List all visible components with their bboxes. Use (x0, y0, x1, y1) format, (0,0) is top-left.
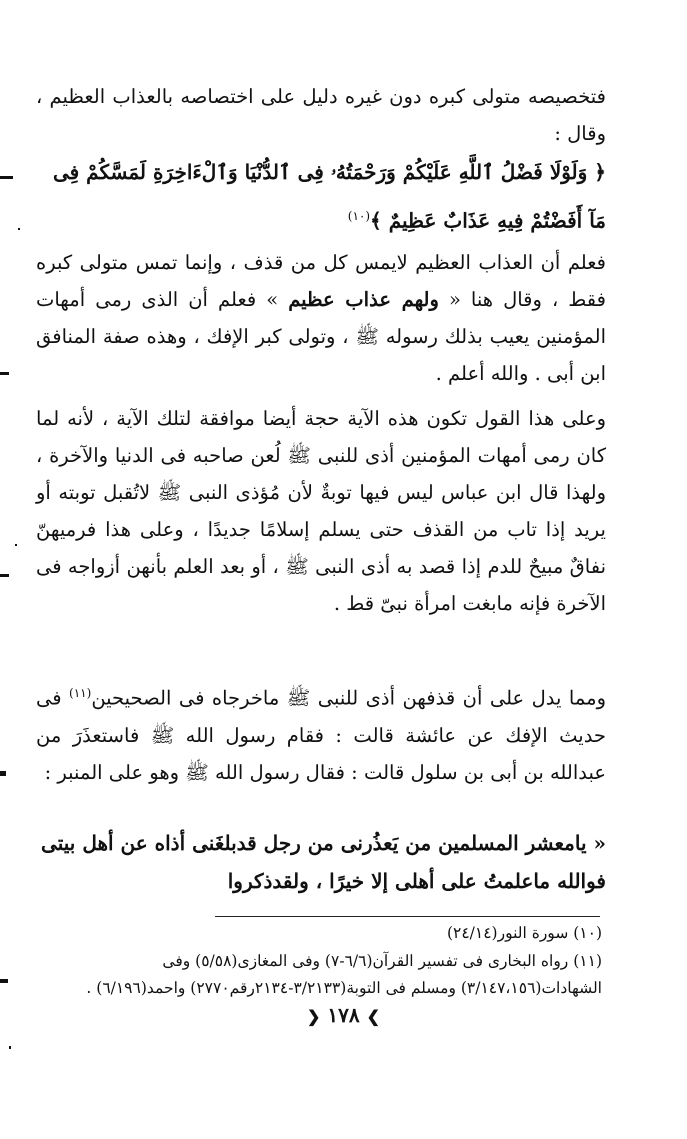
paragraph-2 (36, 244, 606, 392)
paragraph-3-text: وعلى هذا القول تكون هذه الآية حجة أيضا موافقة لتلك الآية ، لأنه لما كان رمى أمهات المؤمنين أذى للنبى ﷺ لُعن صاحبه فى الدنيا والآخرة ، ولهذا قال ابن عباس ليس فيها توبةٌ لأن مُؤذى النبى ﷺ لاتُقبل توبته أو يريد إذا تاب من القذف حتى يسلم إسلامًا جديدًا ، وعلى هذا فرميهنّ نفاقٌ مبيحٌ للدم إذا قصد به أذى النبى ﷺ ، أو بعد العلم بأنهن أزواجه فى الآخرة فإنه مابغت امرأة نبىّ قط . (36, 407, 606, 615)
paragraph-4-footnote-ref: (١١) (69, 686, 92, 700)
scan-mark (15, 544, 17, 546)
paragraph-1 (36, 78, 606, 152)
footnote-separator (215, 916, 600, 917)
page-number (0, 1003, 687, 1027)
hadith-quote-text: « يامعشر المسلمين من يَعذُرنى من رجل قدبلغَنى أذاه عن أهل بيتى فوالله ماعلمتُ على أهلى إلا خيرًا ، ولقدذكروا (41, 831, 606, 893)
paragraph-1-text: فتخصيصه متولى كبره دون غيره دليل على اختصاصه بالعذاب العظيم ، وقال : (36, 85, 606, 145)
scan-mark (0, 574, 9, 577)
page-number-ornament-left-icon: ❮ (307, 1007, 321, 1026)
paragraph-4-part-a: ومما يدل على أن قذفهن أذى للنبى ﷺ ماخرجاه فى الصحيحين (91, 686, 606, 710)
footnote-11-text: (١١) رواه البخارى فى تفسير القرآن(٦/٦-٧) وفى المغازى(٥/٥٨) وفى الشهادات(٣/١٤٧،١٥٦) ومسلم فى التوبة(٣/٢١٣٣-٢١٣٤رقم٢٧٧٠) واحمد(٦/١٩٦) . (86, 952, 602, 997)
paragraph-2-text (36, 244, 606, 392)
scan-mark (9, 1046, 11, 1049)
scan-mark (18, 228, 20, 230)
scan-mark (0, 176, 13, 179)
quran-verse-text: ﴿ وَلَوْلَا فَضْلُ ٱللَّهِ عَلَيْكُمْ وَرَحْمَتُهُۥ فِى ٱلدُّنْيَا وَٱلْءَاخِرَةِ لَمَسَّكُمْ فِى مَآ أَفَضْتُمْ فِيهِ عَذَابٌ عَظِيمٌ ﴾ (52, 160, 606, 233)
scan-mark (0, 979, 8, 983)
paragraph-2-part-b: » فعلم أن الذى رمى أمهات المؤمنين يعيب بذلك رسوله ﷺ ، وتولى كبر الإفك ، وهذه صفة المنافق ابن أبى . والله أعلم . (36, 288, 606, 385)
verse-footnote-ref: (١٠) (347, 209, 371, 223)
paragraph-3 (36, 400, 606, 622)
footnote-10-text: (١٠) سورة النور(٢٤/١٤) (446, 924, 602, 942)
hadith-quote (36, 824, 606, 900)
scan-mark (0, 771, 6, 776)
paragraph-2-bold-quote: ولهم عذاب عظيم (288, 288, 439, 311)
footnote-10 (36, 920, 602, 947)
page-number-text: ١٧٨ (327, 1003, 360, 1027)
scan-mark (0, 372, 9, 375)
quran-verse (36, 150, 606, 243)
paragraph-4-text (36, 675, 606, 791)
paragraph-4-part-b: فى حديث الإفك عن عائشة قالت : فقام رسول الله ﷺ فاستعذَرَ من عبدالله بن أبى بن سلول قالت : فقال رسول الله ﷺ وهو على المنبر : (36, 686, 606, 784)
paragraph-2-part-a: فعلم أن العذاب العظيم لايمس كل من قذف ، وإنما تمس متولى كبره فقط ، وقال هنا « (36, 251, 606, 311)
footnote-11 (36, 948, 602, 1002)
paragraph-4 (36, 675, 606, 791)
page-number-ornament-right-icon: ❯ (366, 1007, 380, 1026)
